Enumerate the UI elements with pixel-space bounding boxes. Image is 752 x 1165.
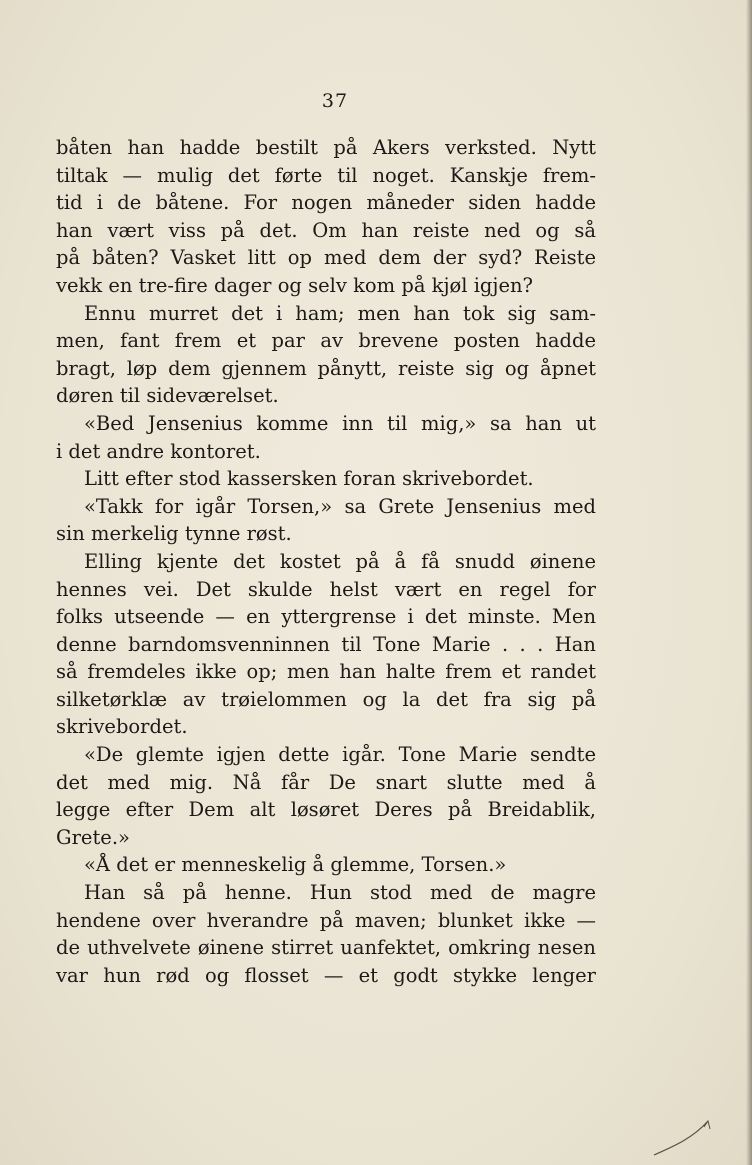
page-edge-shadow	[746, 0, 752, 1165]
text-line: hendene over hverandre på maven; blunket ikke —	[56, 908, 596, 932]
page-corner-fold	[652, 1117, 712, 1157]
text-line: døren til sideværelset.	[56, 384, 279, 408]
text-line: i det andre kontoret.	[56, 439, 261, 463]
body-text	[56, 134, 596, 989]
text-line: «De glemte igjen dette igår. Tone Marie sendte	[84, 743, 596, 767]
text-line: men, fant frem et par av brevene posten hadde	[56, 329, 596, 353]
text-line: vekk en tre-fire dager og selv kom på kjøl igjen?	[56, 273, 534, 297]
text-line: sin merkelig tynne røst.	[56, 522, 292, 546]
text-line: han vært viss på det. Om han reiste ned og så	[56, 218, 596, 242]
text-line: «Takk for igår Torsen,» sa Grete Jensenius med	[84, 494, 596, 518]
text-line: de uthvelvete øinene stirret uanfektet, omkring nesen	[56, 936, 596, 960]
text-line: båten han hadde bestilt på Akers verksted. Nytt	[56, 136, 596, 159]
text-line: skrivebordet.	[56, 715, 188, 739]
text-line: legge efter Dem alt løsøret Deres på Breidablik,	[56, 798, 596, 822]
text-line: var hun rød og flosset — et godt stykke lenger	[56, 963, 596, 987]
page-number: 37	[321, 90, 349, 112]
text-line: tid i de båtene. For nogen måneder siden hadde	[56, 191, 596, 215]
text-line: så fremdeles ikke op; men han halte frem et randet	[56, 660, 596, 684]
text-line: Litt efter stod kassersken foran skrivebordet.	[84, 467, 534, 491]
text-line: silketørklæ av trøielommen og la det fra sig på	[56, 687, 596, 711]
text-line: Han så på henne. Hun stod med de magre	[84, 881, 596, 905]
text-line: hennes vei. Det skulde helst vært en regel for	[56, 577, 596, 601]
text-line: Grete.»	[56, 825, 130, 849]
text-line: Elling kjente det kostet på å få snudd øinene	[84, 549, 596, 573]
text-line: det med mig. Nå får De snart slutte med å	[56, 770, 596, 794]
text-line: tiltak — mulig det førte til noget. Kanskje frem-	[56, 163, 596, 187]
text-line: på båten? Vasket litt op med dem der syd? Reiste	[56, 246, 596, 270]
text-line: bragt, løp dem gjennem pånytt, reiste sig og åpnet	[56, 356, 596, 380]
text-line: Ennu murret det i ham; men han tok sig sam-	[84, 301, 596, 325]
text-line: «Bed Jensenius komme inn til mig,» sa han ut	[84, 411, 596, 435]
text-line: «Å det er menneskelig å glemme, Torsen.»	[84, 853, 507, 877]
text-line: denne barndomsvenninnen til Tone Marie . . . Han	[56, 632, 596, 656]
text-line: folks utseende — en yttergrense i det minste. Men	[56, 605, 596, 629]
